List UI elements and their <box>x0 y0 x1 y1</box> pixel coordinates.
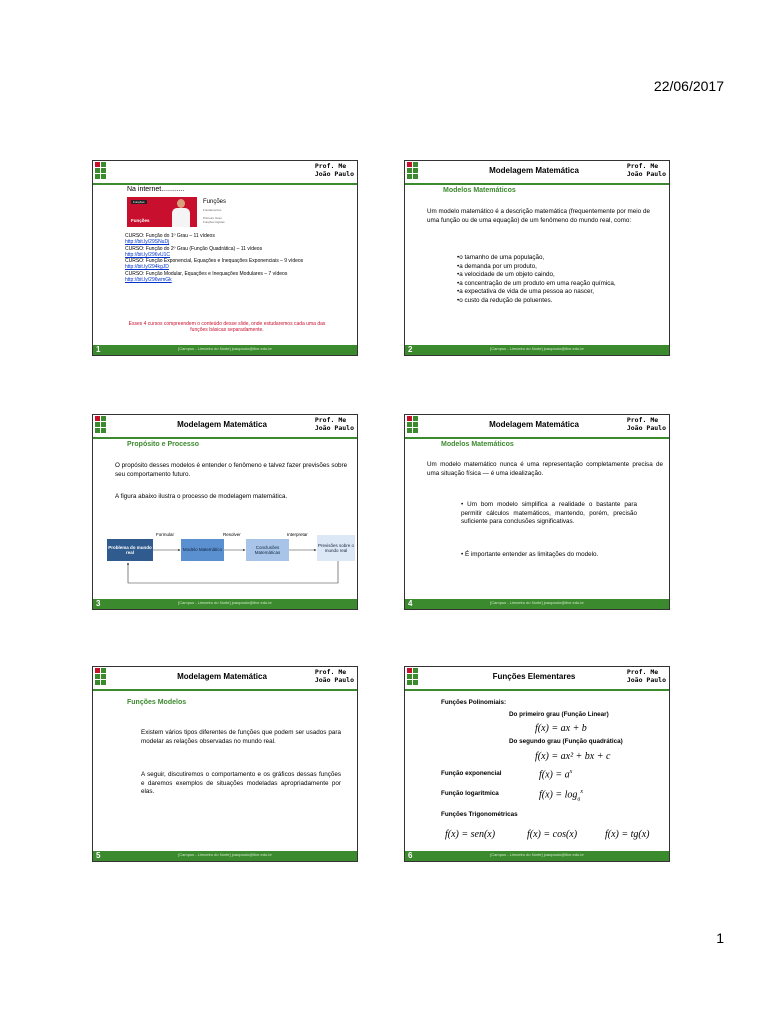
slide-footer: [Campus - Limoeiro do Norte] joaopaulo@ifce.edu.br <box>405 599 669 609</box>
professor-label: Prof. Me João Paulo <box>314 162 354 178</box>
slide-header <box>405 161 669 185</box>
course-banner-image: Funções Funções Funções Fundamentos Primeiro Grau Funções lógicas <box>127 197 245 227</box>
slide-header <box>405 415 669 439</box>
exponential-equation: $f(x) = a^x$ <box>539 769 573 781</box>
quadratic-equation: f(x) = ax² + bx + c <box>535 751 611 762</box>
sine-equation: f(x) = sen(x) <box>445 829 496 840</box>
slide-footer: [Campus - Limoeiro do Norte] joaopaulo@ifce.edu.br <box>405 345 669 355</box>
slide-heading: Na internet............ <box>127 186 185 193</box>
course-item: CURSO: Função Modular, Equações e Inequações Modulares – 7 vídeos <box>125 270 288 277</box>
professor-label: Prof. Me João Paulo <box>626 162 666 178</box>
slide-1 <box>92 160 358 356</box>
tangent-equation: f(x) = tg(x) <box>605 829 650 840</box>
slide-2 <box>404 160 670 356</box>
diagram-box-predictions: Previsões sobre o mundo real <box>317 535 355 561</box>
cosine-equation: f(x) = cos(x) <box>527 829 578 840</box>
slide-4 <box>404 414 670 610</box>
arrow-label-formulate: Formular <box>156 532 175 537</box>
course-item: CURSO: Função do 2º Grau (Função Quadrática) – 11 vídeos <box>125 245 263 252</box>
list-item: •o tamanho de uma população, <box>457 254 545 261</box>
slide-6 <box>404 666 670 862</box>
institution-logo <box>95 416 117 436</box>
slide-title: Modelagem Matemática <box>489 166 579 175</box>
slide-3 <box>92 414 358 610</box>
bullet-list <box>457 254 647 305</box>
institution-logo <box>95 162 117 182</box>
list-item: •a demanda por um produto, <box>457 262 537 270</box>
slide-footer: [Campus - Limoeiro do Norte] joaopaulo@ifce.edu.br <box>93 345 357 355</box>
slide-footer: [Campus - Limoeiro do Norte] joaopaulo@ifce.edu.br <box>405 851 669 861</box>
slide-number: 3 <box>96 599 101 608</box>
institution-logo <box>407 162 429 182</box>
slide-header <box>93 667 357 691</box>
exponential-label: Função exponencial <box>441 770 502 777</box>
slide-title: Modelagem Matemática <box>489 420 579 429</box>
slide-header <box>93 161 357 185</box>
quadratic-label: Do segundo grau (Função quadrática) <box>509 738 623 745</box>
professor-label: Prof. Me João Paulo <box>314 416 354 432</box>
list-item: •o custo da redução de poluentes. <box>457 296 553 304</box>
diagram-box-real-problem: Problema do mundo real <box>107 539 153 561</box>
list-item: •a expectativa de vida de uma pessoa ao nascer, <box>457 288 594 295</box>
diagram-box-model: Modelo Matemático <box>181 539 224 561</box>
slide-title: Funções Elementares <box>492 672 576 681</box>
course-link[interactable]: http://bit.ly/296vU1C <box>125 251 171 258</box>
institution-logo <box>95 668 117 688</box>
arrow-label-solve: Resolver <box>223 532 241 537</box>
paragraph: Um modelo matemático nunca é uma representação completamente precisa de uma situação física — é uma idealização. <box>427 461 663 477</box>
polynomial-heading: Funções Polinomiais: <box>441 699 507 706</box>
courses-note: Esses 4 cursos compreendem o conteúdo desse slide, onde estudaremos cada uma das funções básicas separadamente. <box>128 321 326 333</box>
slide-number: 5 <box>96 851 101 860</box>
slide-footer: [Campus - Limoeiro do Norte] joaopaulo@ifce.edu.br <box>93 851 357 861</box>
slide-5 <box>92 666 358 862</box>
page-number: 1 <box>716 930 724 946</box>
course-link[interactable]: http://bit.ly/29SNuDj <box>125 239 170 246</box>
slide-header <box>93 415 357 439</box>
paragraph: A seguir, discutiremos o comportamento e os gráficos dessas funções e daremos exemplos de situações modeladas apropriadamente por elas. <box>141 771 341 795</box>
slide-title: Modelagem Matemática <box>177 672 267 681</box>
paragraph: A figura abaixo ilustra o processo de modelagem matemática. <box>115 493 288 500</box>
professor-label: Prof. Me João Paulo <box>626 668 666 684</box>
list-item: •a concentração de um produto em uma reação química, <box>457 279 616 287</box>
course-item: CURSO: Função do 1º Grau – 11 vídeos <box>125 233 215 239</box>
course-list <box>125 233 355 283</box>
linear-label: Do primeiro grau (Função Linear) <box>509 711 609 718</box>
slide-footer: [Campus - Limoeiro do Norte] joaopaulo@ifce.edu.br <box>93 599 357 609</box>
slide-title: Modelagem Matemática <box>177 420 267 429</box>
bullet-item: • É importante entender as limitações do modelo. <box>461 551 599 558</box>
slide-number: 4 <box>408 599 413 608</box>
course-link[interactable]: http://bit.ly/296wmGk <box>125 277 172 284</box>
institution-logo <box>407 668 429 688</box>
list-item: •a velocidade de um objeto caindo, <box>457 271 555 278</box>
bullet-item: • Um bom modelo simplifica a realidade o bastante para permitir cálculos matemáticos, mantendo, porém, precisão suficiente para conclusões significativas. <box>461 501 637 525</box>
course-item: CURSO: Função Exponencial, Equações e Inequações Exponenciais – 9 vídeos <box>125 258 304 265</box>
slide-subtitle: Modelos Matemáticos <box>443 187 516 194</box>
professor-label: Prof. Me João Paulo <box>626 416 666 432</box>
linear-equation: f(x) = ax + b <box>535 723 587 734</box>
logarithmic-equation: $f(x) = \log_a^x$ <box>539 789 584 803</box>
slide-subtitle: Funções Modelos <box>127 699 187 706</box>
slide-header <box>405 667 669 691</box>
course-link[interactable]: http://bit.ly/294kgJD <box>125 264 169 271</box>
document-date: 22/06/2017 <box>653 78 724 94</box>
professor-label: Prof. Me João Paulo <box>314 668 354 684</box>
paragraph: O propósito desses modelos é entender o fenômeno e talvez fazer previsões sobre seu comportamento futuro. <box>115 462 348 478</box>
slide-subtitle: Propósito e Processo <box>127 441 199 448</box>
diagram-box-conclusions: Conclusões Matemáticas <box>246 539 289 561</box>
arrow-label-interpret: Interpretar <box>287 532 308 537</box>
slide-number: 6 <box>408 851 413 860</box>
logarithmic-label: Função logarítmica <box>441 790 499 797</box>
slide-subtitle: Modelos Matemáticos <box>441 441 514 448</box>
slide-number: 2 <box>408 345 413 354</box>
paragraph: Existem vários tipos diferentes de funções que podem ser usados para modelar as relações observadas no mundo real. <box>141 729 341 745</box>
slide-number: 1 <box>96 345 101 354</box>
slide-intro: Um modelo matemático é a descrição matemática (frequentemente por meio de uma função ou de uma equação) de um fenômeno do mundo real, como: <box>427 208 650 224</box>
trig-heading: Funções Trigonométricas <box>441 811 518 818</box>
institution-logo <box>407 416 429 436</box>
